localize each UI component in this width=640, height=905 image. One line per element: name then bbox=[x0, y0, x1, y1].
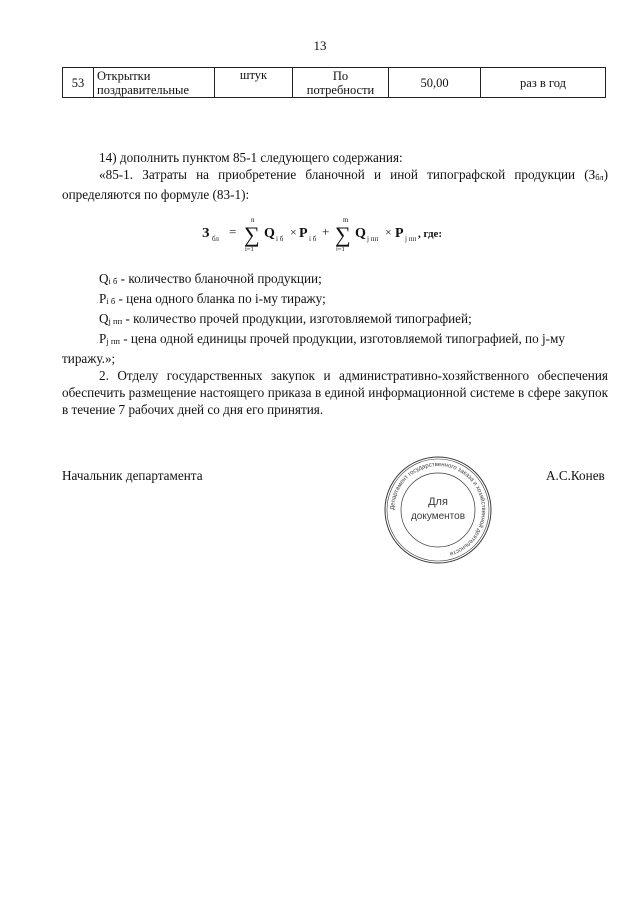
svg-text:×: × bbox=[290, 225, 297, 239]
definition-pjpp: $P_{j пп}$ - цена одной единицы прочей продукции, изготовляемой типографией, по j-му bbox=[99, 331, 566, 346]
svg-text:m: m bbox=[343, 216, 349, 224]
stamp-text-line1: Для bbox=[428, 496, 448, 508]
svg-text:i=1: i=1 bbox=[245, 246, 254, 251]
svg-text:j=1: j=1 bbox=[336, 246, 345, 251]
svg-text:P: P bbox=[395, 226, 404, 241]
svg-text:Q: Q bbox=[355, 226, 366, 241]
item-14-text: 14) дополнить пунктом 85-1 следующего содержания: bbox=[99, 150, 403, 165]
svg-text:, где:: , где: bbox=[418, 228, 443, 240]
svg-text:i б: i б bbox=[276, 235, 284, 243]
item-unit: штук bbox=[215, 68, 293, 98]
row-number: 53 bbox=[63, 68, 94, 98]
definition-qjpp: $Q_{j пп}$ - количество прочей продукции, изготовляемой типографией; bbox=[99, 311, 472, 326]
definition-qib: $Q_{i б}$ - количество бланочной продукции; bbox=[99, 271, 322, 286]
svg-text:Q: Q bbox=[264, 226, 275, 241]
item-name: Открытки поздравительные bbox=[94, 68, 215, 98]
clause-85-1: «85-1. Затраты на приобретение бланочной и иной типографской продукции $(З_{бл})$ определяются по формуле (83-1): bbox=[62, 167, 608, 202]
svg-text:n: n bbox=[251, 216, 255, 224]
document-stamp bbox=[383, 455, 493, 565]
stamp-text-line2: документов bbox=[410, 511, 466, 522]
page-number: 13 bbox=[313, 38, 327, 53]
svg-text:j пп: j пп bbox=[405, 235, 417, 243]
items-table bbox=[62, 67, 606, 98]
svg-text:P: P bbox=[299, 226, 308, 241]
sum-icon: ∑ bbox=[244, 222, 260, 247]
svg-text:бл: бл bbox=[212, 235, 219, 243]
formula-definitions bbox=[62, 270, 608, 367]
definition-pib: $P_{i б}$ - цена одного бланка по i-му тиражу; bbox=[99, 291, 326, 306]
item-quantity: По потребности bbox=[293, 68, 389, 98]
svg-text:Департамент государственного з: Департамент государственного заказа и хозяйственной деятельности bbox=[389, 461, 487, 557]
svg-text:=: = bbox=[229, 224, 237, 239]
sum-icon: ∑ bbox=[335, 222, 351, 247]
definition-pjpp-continuation: тиражу.»; bbox=[62, 351, 116, 366]
item-price: 50,00 bbox=[389, 68, 481, 98]
item-2-text: 2. Отделу государственных закупок и административно-хозяйственного обеспечения обеспечить размещение настоящего приказа в единой информационной системе в сфере закупок в течение 7 рабочих дней со дня его принятия. bbox=[62, 368, 608, 417]
signer-position: Начальник департамента bbox=[62, 468, 203, 483]
svg-text:З: З bbox=[202, 226, 210, 241]
table-row bbox=[63, 68, 606, 98]
formula-83-1 bbox=[202, 215, 482, 251]
svg-text:i б: i б bbox=[309, 235, 317, 243]
item-frequency: раз в год bbox=[481, 68, 606, 98]
svg-text:×: × bbox=[385, 225, 392, 239]
svg-text:j пп: j пп bbox=[367, 235, 379, 243]
svg-text:+: + bbox=[322, 224, 330, 239]
signer-name: А.С.Конев bbox=[546, 468, 605, 483]
